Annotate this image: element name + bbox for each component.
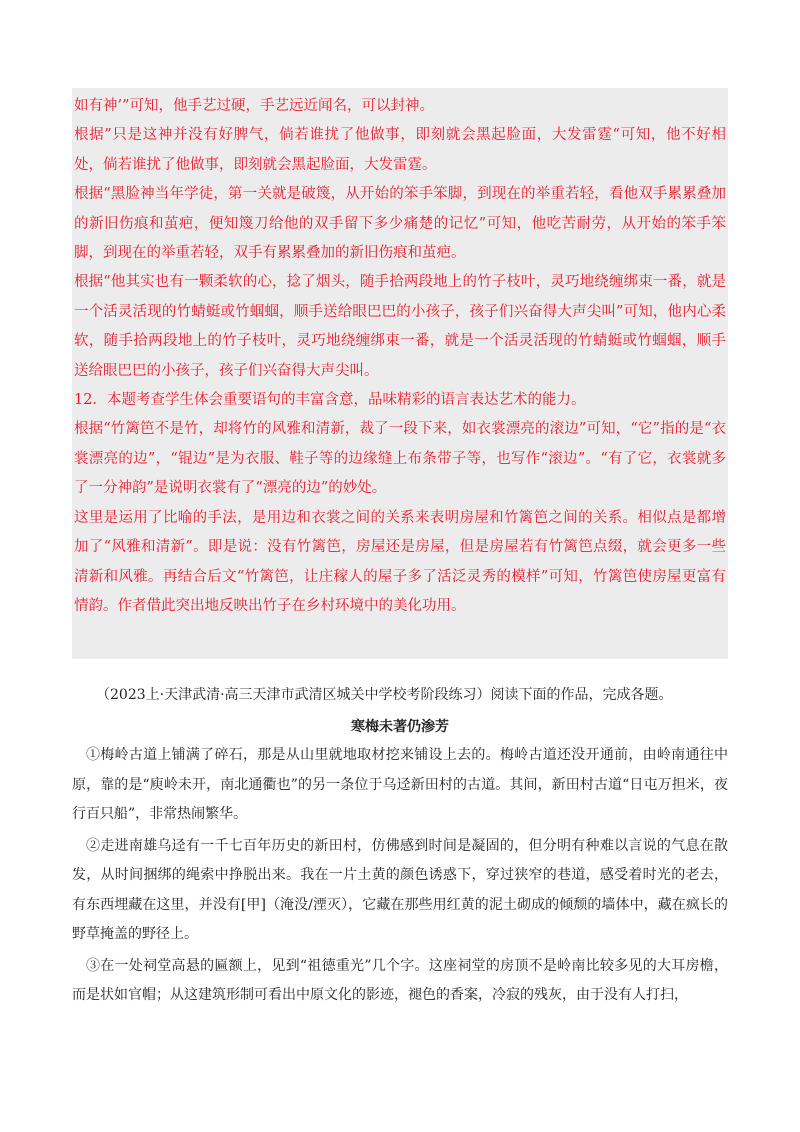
article-body — [72, 741, 728, 1013]
article-title: 寒梅未著仍渗芳 — [351, 719, 449, 735]
question-source: （2023上·天津武清·高三天津市武清区城关中学校考阶段练习）阅读下面的作品，完成各题。 — [96, 687, 673, 703]
answer-paragraph: 根据“竹篱笆不是竹，却将竹的风雅和清新，裁了一段下来，如衣裳漂亮的滚边”可知，“它”指的是“衣裳漂亮的边”，“锟边”是为衣服、鞋子等的边缘缝上布条带子等，也写作“滚边”。“有了它，衣裳就多了一分神韵”是说明衣裳有了“漂亮的边”的妙处。 — [74, 421, 726, 497]
answer-paragraph: 如有神’”可知，他手艺过硬，手艺远近闻名，可以封神。 — [74, 98, 435, 114]
article-paragraph: ③在一处祠堂高悬的匾额上，见到“祖德重光”几个字。这座祠堂的房顶不是岭南比较多见的大耳房檐，而是状如官帽；从这建筑形制可看出中原文化的影迹，褪色的香案，冷寂的残灰，由于没有人打扫， — [72, 957, 728, 1003]
answer-explanation-box — [72, 88, 728, 659]
answer-paragraph: 根据”只是这神并没有好脾气，倘若谁扰了他做事，即刻就会黑起脸面，大发雷霆“可知，他不好相处，倘若谁扰了他做事，即刻就会黑起脸面，大发雷霆。 — [74, 127, 726, 173]
article-paragraph: ②走进南雄乌迳有一千七百年历史的新田村，仿佛感到时间是凝固的，但分明有种难以言说的气息在散发，从时间捆绑的绳索中挣脱出来。我在一片土黄的颜色诱惑下，穿过狭窄的巷道，感受着时光的老去，有东西埋藏在这里，并没有[甲]（淹没/湮灭），它藏在那些用红黄的泥土砌成的倾颓的墙体中，藏在疯长的野草掩盖的野径上。 — [72, 837, 728, 942]
answer-paragraph: 这里是运用了比喻的手法，是用边和衣裳之间的关系来表明房屋和竹篱笆之间的关系。相似点是都增加了“风雅和清新”。即是说：没有竹篱笆，房屋还是房屋，但是房屋若有竹篱笆点缀，就会更多一些清新和风雅。再结合后文“竹篱笆，让庄稼人的屋子多了活泛灵秀的模样”可知，竹篱笆使房屋更富有情韵。作者借此突出地反映出竹子在乡村环境中的美化功用。 — [74, 509, 726, 614]
article-paragraph: ①梅岭古道上铺满了碎石，那是从山里就地取材挖来铺设上去的。梅岭古道还没开通前，由岭南通往中原，靠的是“庾岭未开，南北通衢也”的另一条位于乌迳新田村的古道。其间，新田村古道“日屯万担米，夜行百只船”，非常热闹繁华。 — [72, 747, 728, 822]
answer-paragraph: 根据“黑脸神当年学徒，第一关就是破篾，从开始的笨手笨脚，到现在的举重若轻，看他双手累累叠加的新旧伤痕和茧疤，便知篾刀给他的双手留下多少痛楚的记忆”可知，他吃苦耐劳，从开始的笨手笨脚，到现在的举重若轻，双手有累累叠加的新旧伤痕和茧疤。 — [74, 186, 726, 262]
answer-paragraph: 根据“他其实也有一颗柔软的心，捻了烟头，随手拾两段地上的竹子枝叶，灵巧地绕缠绑束一番，就是一个活灵活现的竹蜻蜓或竹蝈蝈，顺手送给眼巴巴的小孩子，孩子们兴奋得大声尖叫”可知，他内心柔软，随手拾两段地上的竹子枝叶，灵巧地绕缠绑束一番，就是一个活灵活现的竹蜻蜓或竹蝈蝈，顺手送给眼巴巴的小孩子，孩子们兴奋得大声尖叫。 — [74, 274, 726, 379]
answer-paragraph: 12．本题考查学生体会重要语句的丰富含意，品味精彩的语言表达艺术的能力。 — [74, 392, 586, 409]
